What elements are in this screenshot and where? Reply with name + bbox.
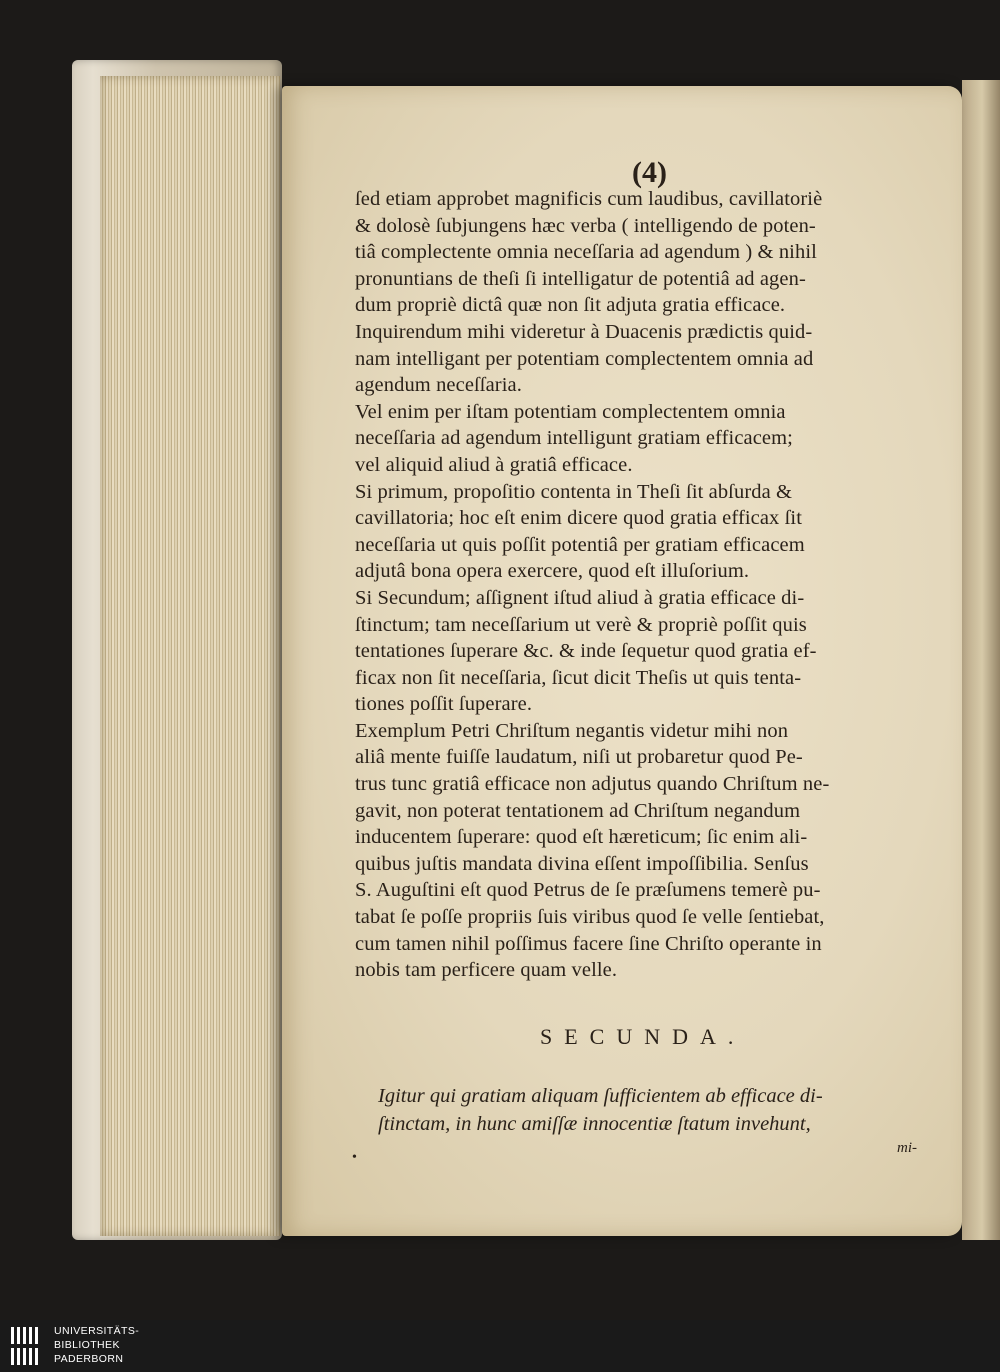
text-line: vel aliquid aliud à gratiâ efficace.: [355, 453, 633, 476]
text-line: Si primum, propoſitio contenta in Theſi ſit abſurda &: [355, 480, 793, 503]
text-line: nobis tam perficere quam velle.: [355, 959, 618, 982]
text-line: trus tunc gratiâ efficace non adjutus quando Chriſtum ne-: [355, 773, 830, 796]
library-name-line: BIBLIOTHEK: [54, 1339, 120, 1351]
text-line: quibus juſtis mandata divina eſſent impoſſibilia. Senſus: [355, 852, 809, 875]
text-line: tabat ſe poſſe propriis ſuis viribus quod ſe velle ſentiebat,: [355, 906, 825, 929]
text-line: agendum neceſſaria.: [355, 374, 522, 397]
text-line: gavit, non poterat tentationem ad Chriſtum negandum: [355, 799, 801, 822]
text-line: ſed etiam approbet magnificis cum laudibus, cavillatoriè: [355, 188, 823, 210]
text-line: inducentem ſuperare: quod eſt hæreticum; ſic enim ali-: [355, 826, 808, 849]
text-line: Inquirendum mihi videretur à Duacenis prædictis quid-: [355, 320, 813, 343]
library-name: [54, 1324, 139, 1366]
text-line: nam intelligant per potentiam complectentem omnia ad: [355, 347, 814, 370]
page-edges: [100, 76, 280, 1236]
text-line: Vel enim per iſtam potentiam complectentem omnia: [355, 400, 786, 423]
text-line: adjutâ bona opera exercere, quod eſt illuſorium.: [355, 560, 750, 583]
text-line: cum tamen nihil poſſimus facere ſine Chriſto operante in: [355, 932, 822, 955]
text-line: tentationes ſuperare &c. & inde ſequetur quod gratia ef-: [355, 640, 817, 663]
text-line: cavillatoria; hoc eſt enim dicere quod gratia efficax ſit: [355, 507, 803, 530]
text-line: tiones poſſit ſuperare.: [355, 693, 533, 716]
text-line: dum propriè dictâ quæ non ſit adjuta gratia efficace.: [355, 294, 786, 317]
catchword: mi-: [897, 1140, 917, 1156]
text-line: ſtinctum; tam neceſſarium ut verè & propriè poſſit quis: [355, 613, 807, 636]
text-line: tiâ complectente omnia neceſſaria ad agendum ) & nihil: [355, 241, 817, 264]
thesis-text: [378, 1082, 938, 1138]
text-line: Exemplum Petri Chriſtum negantis videtur mihi non: [355, 719, 789, 742]
library-logo-icon: [8, 1324, 44, 1368]
text-line: neceſſaria ut quis poſſit potentiâ per gratiam efficacem: [355, 533, 805, 556]
text-line: neceſſaria ad agendum intelligunt gratiam efficacem;: [355, 427, 793, 450]
library-name-line: PADERBORN: [54, 1353, 124, 1365]
body-text: [355, 186, 935, 984]
text-line: pronuntians de theſi ſi intelligatur de potentiâ ad agen-: [355, 267, 806, 290]
text-line: Si Secundum; aſſignent iſtud aliud à gratia efficace di-: [355, 586, 805, 609]
signature-mark: •: [352, 1150, 357, 1165]
footer-bar: [0, 1320, 1000, 1372]
text-line: & dolosè ſubjungens hæc verba ( intelligendo de poten-: [355, 214, 816, 237]
page-number: (4): [632, 156, 667, 189]
text-line: S. Auguſtini eſt quod Petrus de ſe præſumens temerè pu-: [355, 879, 821, 902]
text-line: aliâ mente fuiſſe laudatum, niſi ut probaretur quod Pe-: [355, 746, 803, 769]
section-heading: SECUNDA.: [540, 1024, 746, 1049]
thesis-line: Igitur qui gratiam aliquam ſufficientem ab efficace di-: [378, 1085, 823, 1107]
thesis-line: ſtinctam, in hunc amiſſæ innocentiæ ſtatum invehunt,: [378, 1113, 811, 1135]
library-name-line: UNIVERSITÄTS-: [54, 1325, 140, 1337]
facing-page-edge: [962, 80, 1000, 1240]
text-line: ficax non ſit neceſſaria, ſicut dicit Theſis ut quis tenta-: [355, 666, 802, 689]
